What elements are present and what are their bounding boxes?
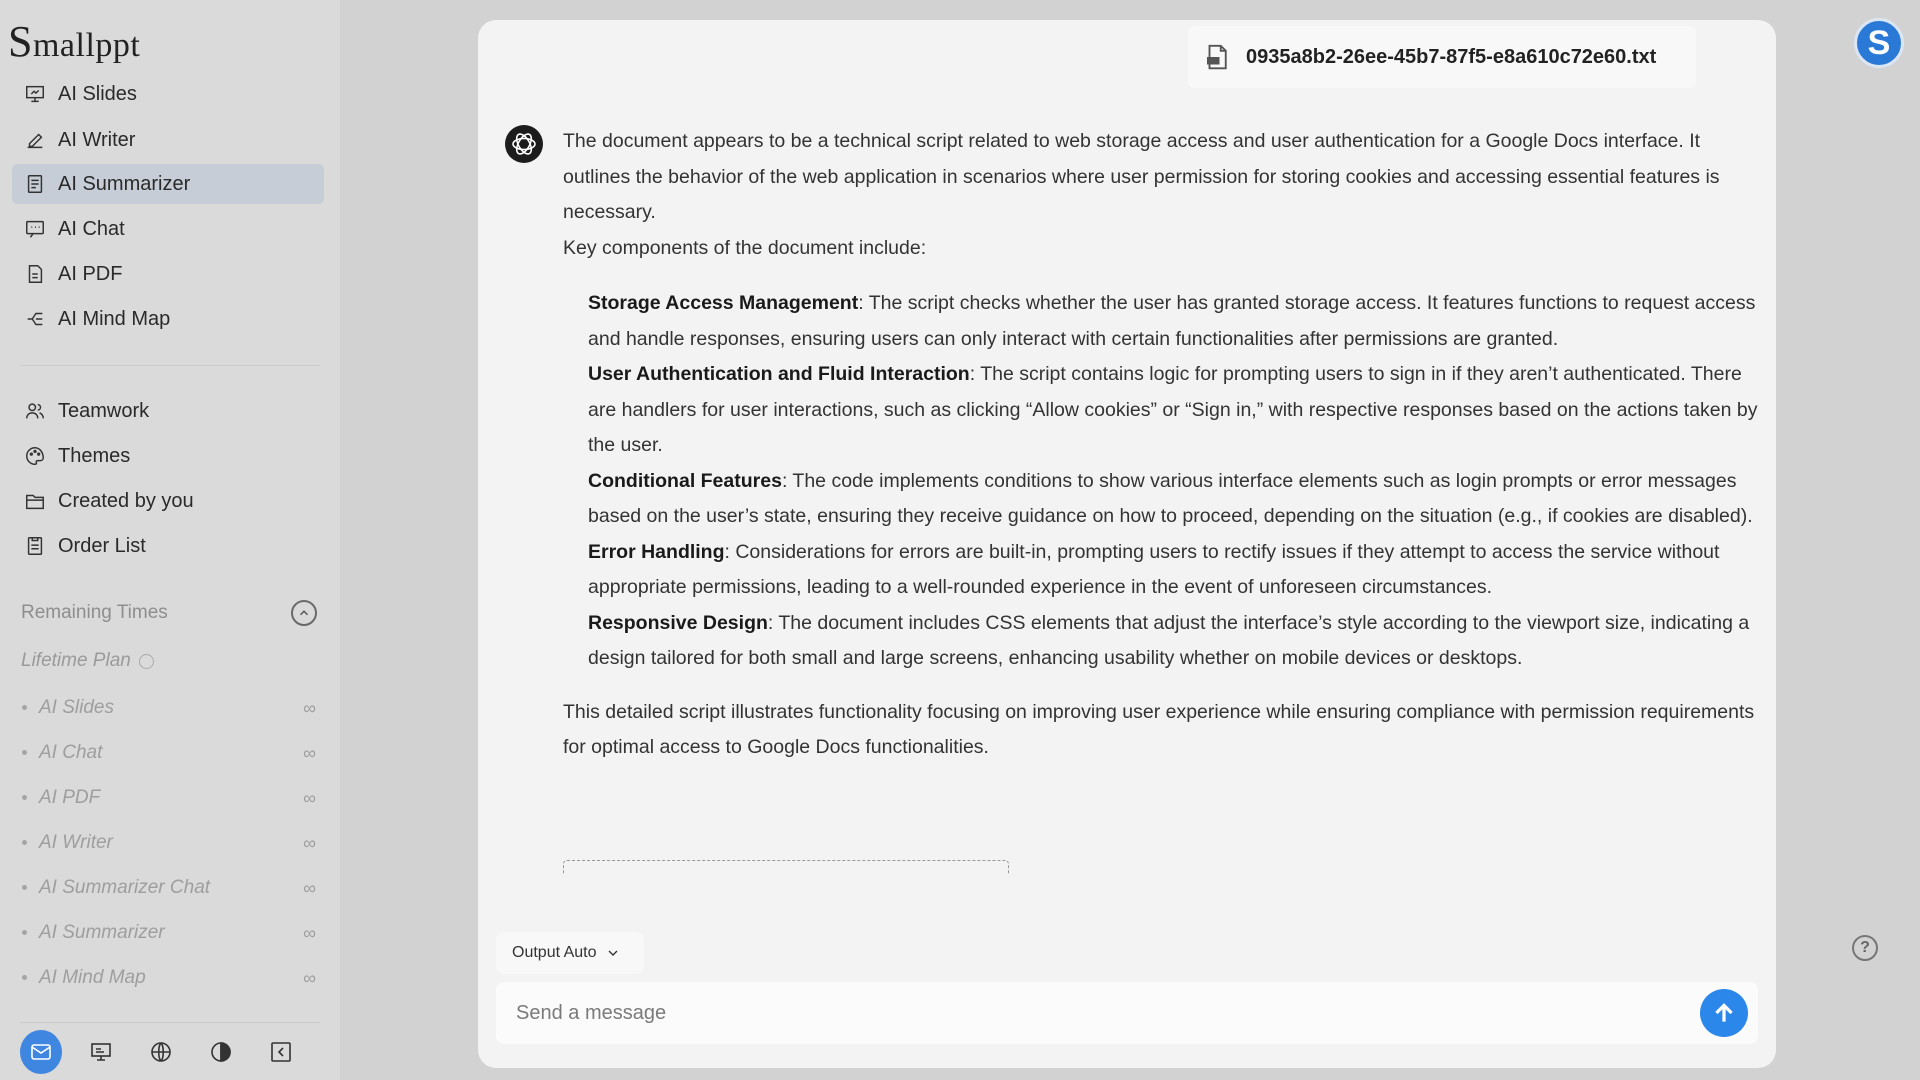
point-title: Error Handling xyxy=(588,540,725,563)
bullet-icon xyxy=(22,840,27,845)
sidebar-item-label: AI PDF xyxy=(58,262,123,285)
sidebar-item-teamwork[interactable] xyxy=(12,391,324,431)
sidebar-item-ai-mind-map[interactable] xyxy=(12,299,324,339)
txt-file-icon xyxy=(1202,42,1232,72)
sidebar-item-label: Teamwork xyxy=(58,399,150,422)
document-list-icon xyxy=(22,171,48,197)
quota-value: ∞ xyxy=(303,697,316,718)
plan-label xyxy=(21,650,154,672)
sidebar-item-ai-slides[interactable] xyxy=(12,74,324,114)
order-list-icon xyxy=(22,533,48,559)
point-text: : The code implements conditions to show various interface elements such as login prompts or error messages based on the user’s state, ensuring they receive guidance on how to proceed, depending on the situation (e.g., if cookies are disabled). xyxy=(588,469,1753,527)
quota-value: ∞ xyxy=(303,877,316,898)
sidebar-item-ai-chat[interactable] xyxy=(12,209,324,249)
sidebar-item-label: AI Slides xyxy=(58,82,137,105)
sidebar-item-label: AI Writer xyxy=(58,128,136,151)
bullet-icon xyxy=(22,750,27,755)
file-attachment[interactable] xyxy=(1188,26,1696,88)
message-composer xyxy=(496,982,1758,1044)
sidebar-item-themes[interactable] xyxy=(12,436,324,476)
chevron-up-icon[interactable] xyxy=(291,600,317,626)
slides-icon[interactable] xyxy=(80,1030,122,1074)
palette-icon xyxy=(22,443,48,469)
point-text: : Considerations for errors are built-in, prompting users to rectify issues if they attempt to access the service without appropriate permissions, leading to a well-rounded experience in the event of unforeseen circumstances. xyxy=(588,540,1720,598)
sidebar-item-ai-pdf[interactable] xyxy=(12,254,324,294)
remaining-times-title: Remaining Times xyxy=(21,602,168,623)
pdf-icon xyxy=(22,261,48,287)
loading-placeholder xyxy=(563,860,1009,874)
answer-conclusion: This detailed script illustrates functionality focusing on improving user experience while ensuring compliance with permission requirements for optimal access to Google Docs functionalities. xyxy=(563,700,1755,758)
sidebar-item-created-by-you[interactable] xyxy=(12,481,324,521)
plan-name: Lifetime Plan xyxy=(21,650,131,671)
sidebar-divider xyxy=(20,365,320,366)
quota-value: ∞ xyxy=(303,832,316,853)
summary-answer xyxy=(563,124,1758,766)
sidebar-item-ai-summarizer[interactable] xyxy=(12,164,324,204)
user-avatar[interactable]: S xyxy=(1854,18,1904,68)
quota-row xyxy=(22,873,316,903)
remaining-times-header xyxy=(21,600,321,626)
output-mode-dropdown[interactable] xyxy=(496,932,644,974)
quota-row xyxy=(22,693,316,723)
quota-value: ∞ xyxy=(303,922,316,943)
message-input[interactable] xyxy=(516,1002,1676,1025)
sidebar-item-order-list[interactable] xyxy=(12,526,324,566)
team-icon xyxy=(22,398,48,424)
sidebar-bottom-bar xyxy=(20,1030,320,1074)
chat-icon xyxy=(22,216,48,242)
send-button[interactable] xyxy=(1700,989,1748,1037)
list-item xyxy=(588,606,1758,677)
sidebar-item-label: Order List xyxy=(58,534,146,557)
list-item xyxy=(588,357,1758,464)
sidebar-item-label: AI Mind Map xyxy=(58,307,171,330)
info-icon[interactable] xyxy=(139,654,154,669)
quota-row xyxy=(22,828,316,858)
contrast-icon[interactable] xyxy=(200,1030,242,1074)
quota-label: AI Summarizer xyxy=(39,922,165,943)
bullet-icon xyxy=(22,930,27,935)
summary-panel xyxy=(478,20,1776,1068)
quota-row xyxy=(22,918,316,948)
answer-lead: Key components of the document include: xyxy=(563,236,927,259)
quota-label: AI Writer xyxy=(39,832,113,853)
bullet-icon xyxy=(22,795,27,800)
help-icon[interactable]: ? xyxy=(1852,935,1878,961)
folder-icon xyxy=(22,488,48,514)
sidebar-item-label: AI Chat xyxy=(58,217,125,240)
sidebar xyxy=(0,0,340,1080)
quota-value: ∞ xyxy=(303,787,316,808)
list-item xyxy=(588,464,1758,535)
arrow-up-icon xyxy=(1711,1000,1737,1026)
mail-icon[interactable] xyxy=(20,1030,62,1074)
quota-row xyxy=(22,963,316,993)
bullet-icon xyxy=(22,975,27,980)
point-title: Conditional Features xyxy=(588,469,782,492)
point-text: : The script contains logic for prompting users to sign in if they aren’t authenticated. There are handlers for user interactions, such as clicking “Allow cookies” or “Sign in,” with respective responses based on the actions taken by the user. xyxy=(588,363,1758,456)
point-title: User Authentication and Fluid Interaction xyxy=(588,363,970,385)
point-text: : The script checks whether the user has granted storage access. It features functions to request access and handle responses, ensuring users can only interact with certain functionalities after permissions are granted. xyxy=(588,292,1756,350)
point-title: Responsive Design xyxy=(588,611,768,634)
assistant-logo-icon xyxy=(504,124,544,164)
sidebar-item-label: Created by you xyxy=(58,489,194,512)
file-name: 0935a8b2-26ee-45b7-87f5-e8a610c72e60.txt xyxy=(1246,45,1657,68)
pen-icon xyxy=(22,127,48,153)
list-item xyxy=(588,286,1758,357)
quota-value: ∞ xyxy=(303,967,316,988)
presentation-icon xyxy=(22,81,48,107)
brand-logo[interactable]: Smallppt xyxy=(8,17,141,66)
sidebar-item-label: Themes xyxy=(58,444,131,467)
sidebar-item-label: AI Summarizer xyxy=(58,172,191,195)
quota-row xyxy=(22,738,316,768)
quota-label: AI Mind Map xyxy=(39,967,146,988)
sidebar-divider xyxy=(20,1022,320,1023)
mind-map-icon xyxy=(22,306,48,332)
quota-label: AI Slides xyxy=(39,697,114,718)
bullet-icon xyxy=(22,705,27,710)
point-title: Storage Access Management xyxy=(588,292,859,314)
bullet-icon xyxy=(22,885,27,890)
key-components-list xyxy=(588,286,1758,677)
quota-value: ∞ xyxy=(303,742,316,763)
sidebar-item-ai-writer[interactable] xyxy=(12,120,324,160)
answer-intro: The document appears to be a technical script related to web storage access and user authentication for a Google Docs interface. It outlines the behavior of the web application in scenarios where user permission for storing cookies and accessing essential features is necessary. xyxy=(563,130,1720,223)
chevron-down-icon xyxy=(605,945,621,961)
quota-label: AI PDF xyxy=(39,787,101,808)
output-mode-label: Output Auto xyxy=(512,944,597,961)
point-text: : The document includes CSS elements that adjust the interface’s style according to the viewport size, indicating a design tailored for both small and large screens, enhancing usability whether on mobile devices or desktops. xyxy=(588,611,1750,669)
collapse-sidebar-icon[interactable] xyxy=(260,1030,302,1074)
quota-label: AI Chat xyxy=(39,742,103,763)
list-item xyxy=(588,535,1758,606)
globe-icon[interactable] xyxy=(140,1030,182,1074)
quota-row xyxy=(22,783,316,813)
quota-label: AI Summarizer Chat xyxy=(39,877,211,898)
